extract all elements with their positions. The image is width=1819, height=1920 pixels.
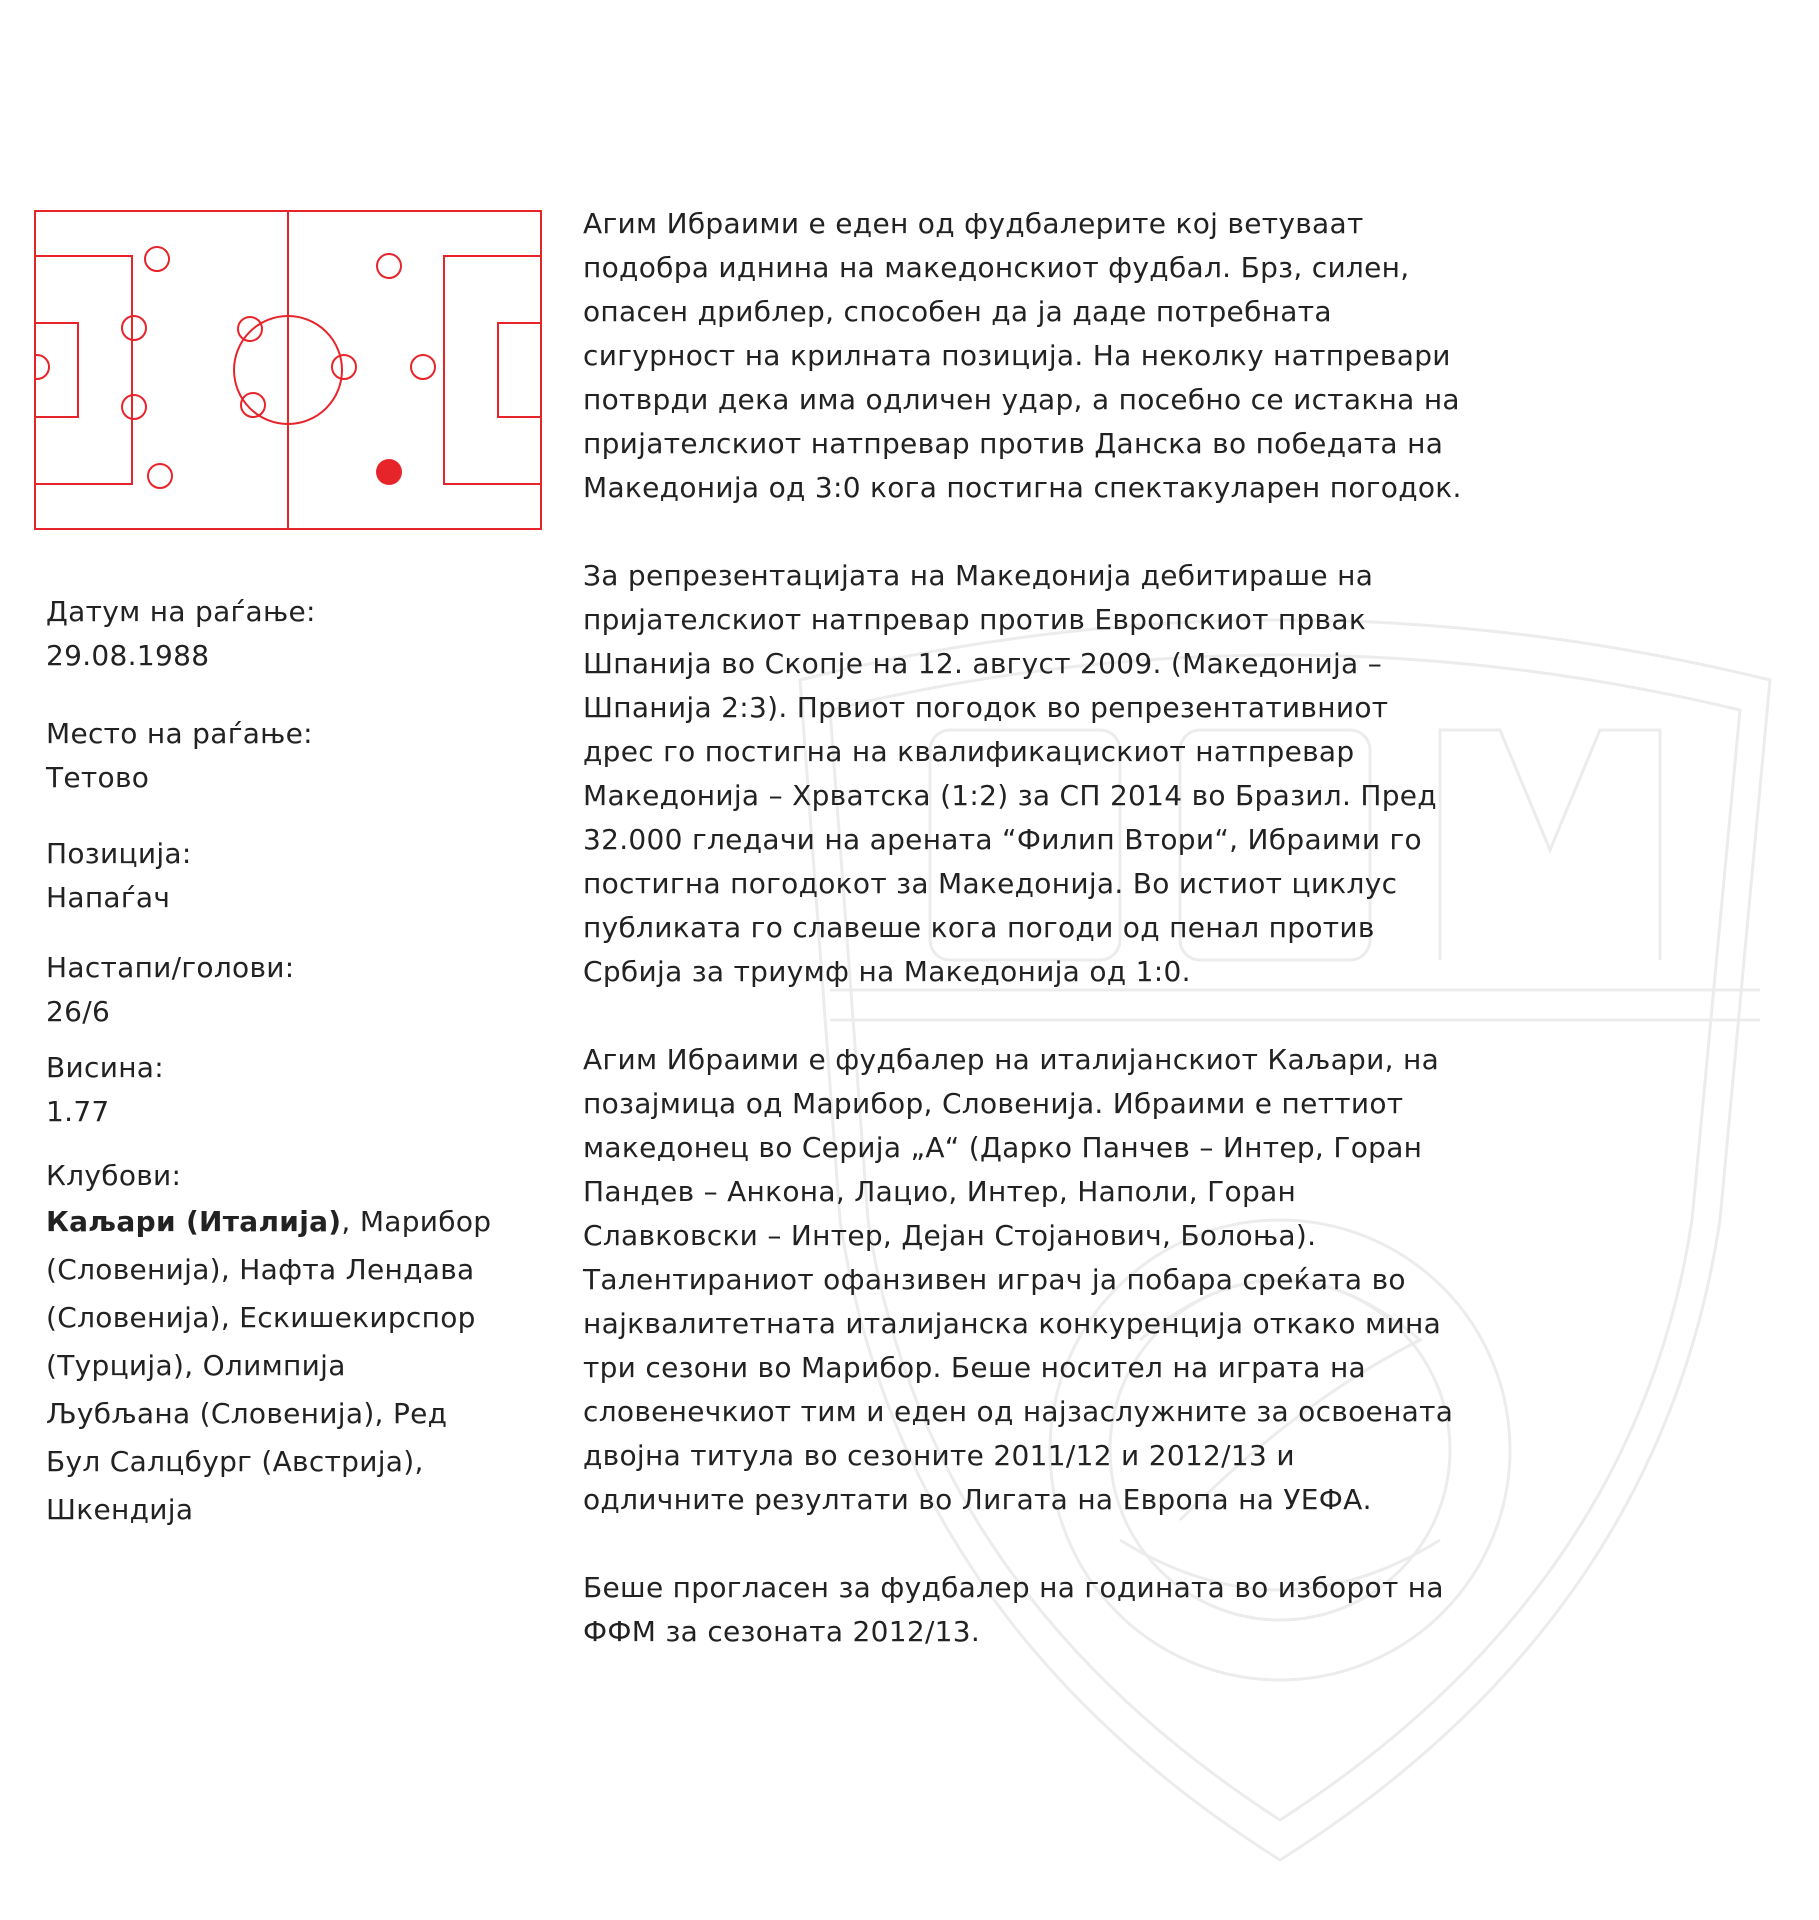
player-marker: [241, 393, 265, 417]
birth-date-label: Датум на раѓање:: [46, 595, 316, 628]
player-marker: [122, 316, 146, 340]
pitch-diagram: [34, 210, 542, 530]
bio-paragraph: За репрезентацијата на Македонија дебитираше на пријателскиот натпревар против Европскиот првак Шпанија во Скопје на 12. август 2009. (Македонија – Шпанија 2:3). Првиот погодок во репрезентативниот дрес го постигна на квалификацискиот натпревар Македонија – Хрватска (1:2) за СП 2014 во Бразил. Пред 32.000 гледачи на арената “Филип Втори“, Ибраими го постигна погодокот за Македонија. Во истиот циклус публиката го славеше кога погоди од пенал против Србија за триумф на Македонија од 1:0.: [583, 559, 1437, 988]
clubs-fact: [46, 1154, 496, 1534]
birth-place-value: Тетово: [46, 761, 150, 794]
player-marker: [332, 355, 356, 379]
bio-paragraph: Беше прогласен за фудбалер на годината во изборот на ФФМ за сезоната 2012/13.: [583, 1571, 1444, 1648]
right-penalty-area: [444, 256, 541, 484]
birth-date-fact: [46, 590, 516, 678]
caps-goals-value: 26/6: [46, 995, 111, 1028]
player-marker: [377, 254, 401, 278]
height-value: 1.77: [46, 1095, 110, 1128]
highlighted-player-marker: [376, 459, 402, 485]
player-marker: [411, 355, 435, 379]
player-marker: [122, 395, 146, 419]
player-marker: [238, 317, 262, 341]
current-club: Каљари (Италија): [46, 1205, 342, 1238]
birth-date-value: 29.08.1988: [46, 639, 210, 672]
player-marker: [148, 464, 172, 488]
player-biography: [583, 202, 1463, 1698]
bio-paragraph: Агим Ибраими е фудбалер на италијанскиот Каљари, на позајмица од Марибор, Словенија. Ибраими е петтиот македонец во Серија „А“ (Дарко Панчев – Интер, Горан Пандев – Анкона, Лацио, Интер, Наполи, Горан Славковски – Интер, Дејан Стојанович, Болоња). Талентираниот офанзивен играч ја побара среќата во најквалитетната италијанска конкуренција откако мина три сезони во Марибор. Беше носител на играта на словенечкиот тим и еден од најзаслужните за освоената двојна титула во сезоните 2011/12 и 2012/13 и одличните резултати во Лигата на Европа на УЕФА.: [583, 1043, 1454, 1516]
height-label: Висина:: [46, 1051, 164, 1084]
bio-paragraph: Агим Ибраими е еден од фудбалерите кој ветуваат подобра иднина на македонскиот фудбал. Брз, силен, опасен дриблер, способен да ја даде потребната сигурност на крилната позиција. На неколку натпревари потврди дека има одличен удар, а посебно се истакна на пријателскиот натпревар против Данска во победата на Македонија од 3:0 кога постигна спектакуларен погодок.: [583, 207, 1462, 504]
caps-goals-label: Настапи/голови:: [46, 951, 295, 984]
position-value: Напаѓач: [46, 881, 171, 914]
player-marker: [34, 355, 49, 379]
caps-goals-fact: [46, 946, 516, 1034]
player-marker: [145, 247, 169, 271]
clubs-list: [46, 1198, 496, 1534]
height-fact: [46, 1046, 516, 1134]
other-clubs: , Марибор (Словенија), Нафта Лендава (Словенија), Ескишекирспор (Турција), Олимпија Љубљана (Словенија), Ред Бул Салцбург (Австрија), Шкендија: [46, 1205, 492, 1526]
position-fact: [46, 832, 516, 920]
clubs-label: Клубови:: [46, 1159, 182, 1192]
birth-place-label: Место на раѓање:: [46, 717, 313, 750]
birth-place-fact: [46, 712, 516, 800]
right-goal-area: [498, 323, 541, 417]
position-label: Позиција:: [46, 837, 192, 870]
left-goal-area: [35, 323, 78, 417]
